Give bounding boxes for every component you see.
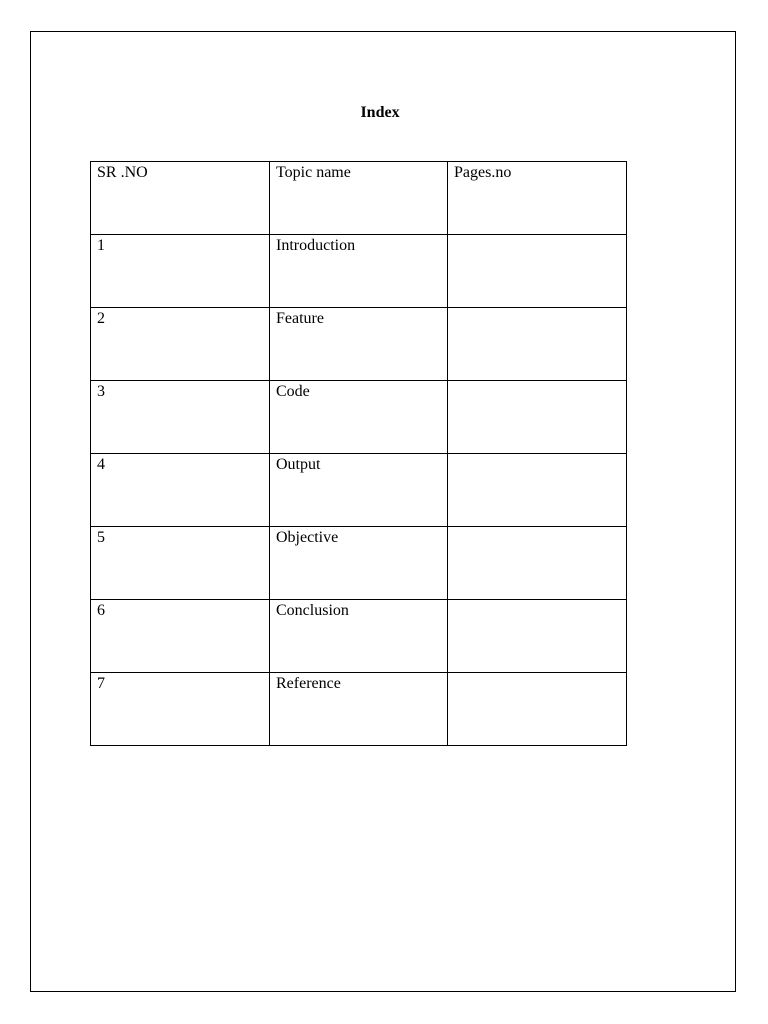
pages-value [448, 600, 626, 601]
pages-cell [448, 673, 627, 746]
sr-value: 3 [97, 383, 105, 400]
table-row [91, 600, 627, 673]
sr-value: 1 [97, 237, 105, 254]
table-row [91, 381, 627, 454]
table-row [91, 235, 627, 308]
table-row [91, 673, 627, 746]
header-label: SR .NO [97, 164, 148, 181]
sr-value: 2 [97, 310, 105, 327]
pages-cell [448, 600, 627, 673]
topic-value: Objective [276, 529, 339, 546]
sr-cell [91, 673, 270, 746]
sr-cell [91, 454, 270, 527]
sr-value: 5 [97, 529, 105, 546]
topic-cell [270, 308, 448, 381]
sr-cell [91, 527, 270, 600]
sr-cell [91, 308, 270, 381]
pages-cell [448, 381, 627, 454]
pages-cell [448, 527, 627, 600]
topic-cell [270, 527, 448, 600]
topic-cell [270, 600, 448, 673]
index-table [90, 161, 627, 746]
pages-value [448, 308, 626, 309]
header-cell-pages-no [448, 162, 627, 235]
topic-value: Output [276, 456, 321, 473]
topic-value: Code [276, 383, 310, 400]
pages-cell [448, 454, 627, 527]
topic-value: Introduction [276, 237, 356, 254]
sr-cell [91, 235, 270, 308]
table-row [91, 527, 627, 600]
topic-cell [270, 381, 448, 454]
topic-cell [270, 454, 448, 527]
header-cell-sr-no [91, 162, 270, 235]
header-label: Pages.no [454, 164, 512, 181]
pages-value [448, 381, 626, 382]
page-title: Index [360, 104, 400, 121]
pages-value [448, 673, 626, 674]
topic-value: Reference [276, 675, 341, 692]
sr-cell [91, 600, 270, 673]
topic-value: Conclusion [276, 602, 349, 619]
pages-cell [448, 235, 627, 308]
sr-value: 7 [97, 675, 105, 692]
pages-cell [448, 308, 627, 381]
header-cell-topic-name [270, 162, 448, 235]
topic-cell [270, 673, 448, 746]
sr-value: 4 [97, 456, 105, 473]
topic-value: Feature [276, 310, 324, 327]
sr-cell [91, 381, 270, 454]
topic-cell [270, 235, 448, 308]
table-row [91, 308, 627, 381]
pages-value [448, 454, 626, 455]
header-label: Topic name [276, 164, 351, 181]
pages-value [448, 527, 626, 528]
sr-value: 6 [97, 602, 105, 619]
pages-value [448, 235, 626, 236]
table-header-row [91, 162, 627, 235]
table-row [91, 454, 627, 527]
